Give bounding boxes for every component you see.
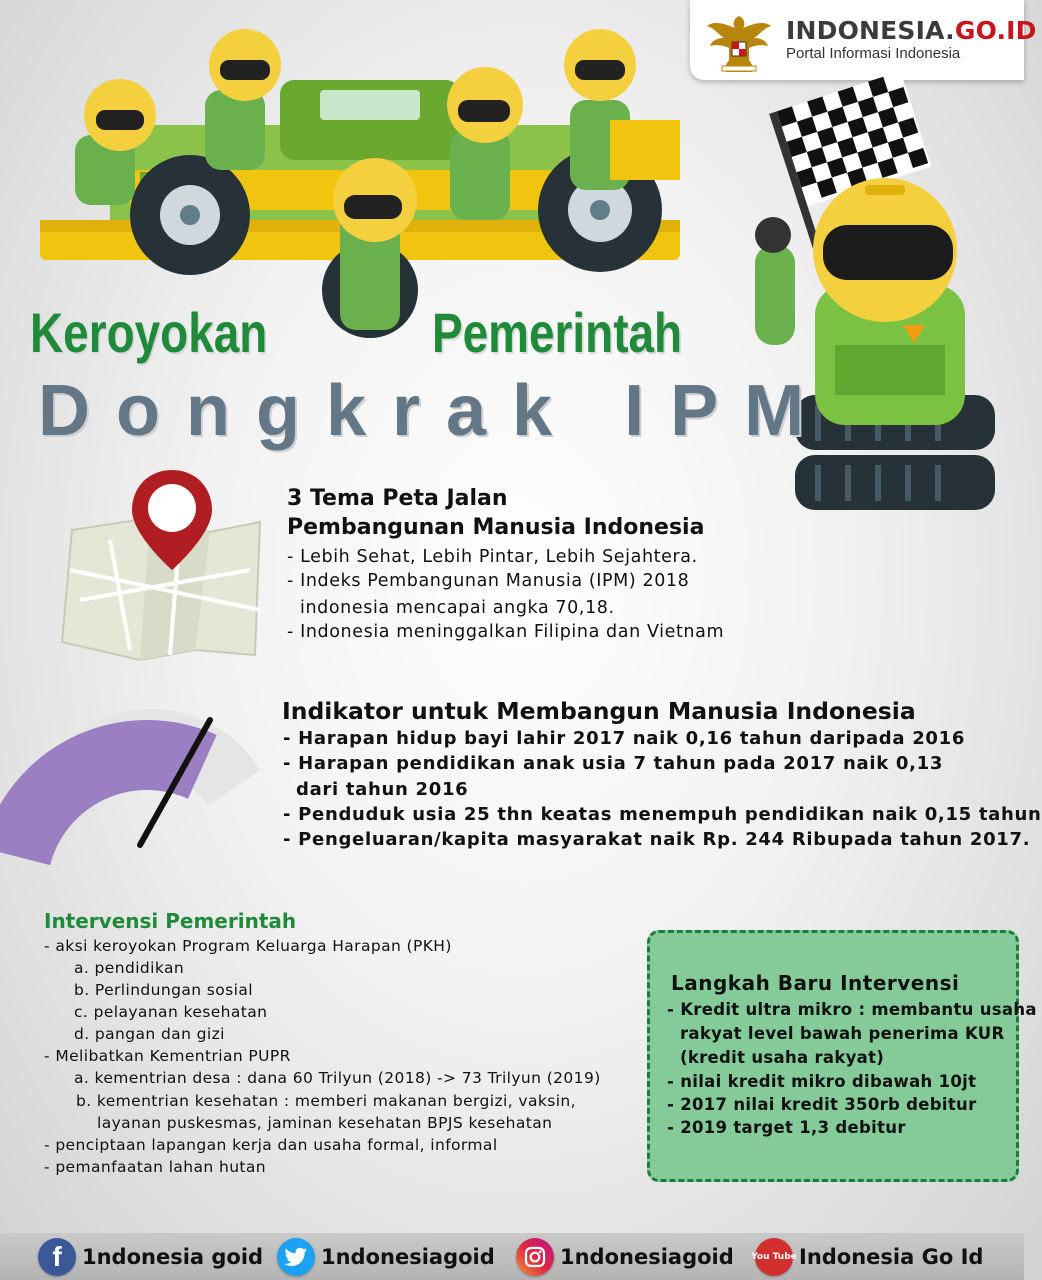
new-steps-box <box>647 930 1037 1182</box>
intervention-line: - penciptaan lapangan kerja dan usaha formal, informal <box>44 1136 498 1154</box>
logo-card <box>690 0 1037 80</box>
twitter-link[interactable]: 1ndonesiagoid <box>277 1237 495 1277</box>
roadmap-bullet: - Lebih Sehat, Lebih Pintar, Lebih Sejahtera. <box>287 547 698 567</box>
indicator-bullet: - Pengeluaran/kapita masyarakat naik Rp. 244 Ribupada tahun 2017. <box>283 829 1031 850</box>
youtube-icon: You Tube <box>755 1238 793 1276</box>
flag-racer-illustration <box>735 85 1005 545</box>
intervention-line: - aksi keroyokan Program Keluarga Harapan (PKH) <box>44 937 452 955</box>
roadmap-bullet: - Indeks Pembangunan Manusia (IPM) 2018 <box>287 571 690 591</box>
site-tagline: Portal Informasi Indonesia <box>786 45 961 62</box>
roadmap-bullet: indonesia mencapai angka 70,18. <box>300 598 615 618</box>
new-steps-line: rakyat level bawah penerima KUR <box>680 1024 1005 1043</box>
indicator-bullet: - Harapan hidup bayi lahir 2017 naik 0,16 tahun daripada 2016 <box>283 728 966 749</box>
gauge-icon <box>30 710 265 850</box>
intervention-line: layanan puskesmas, jaminan kesehatan BPJS kesehatan <box>97 1114 553 1132</box>
site-name[interactable]: INDONESIA.GO.ID <box>786 16 1037 45</box>
new-steps-line: - 2017 nilai kredit 350rb debitur <box>667 1095 977 1114</box>
intervention-line: d. pangan dan gizi <box>74 1025 225 1043</box>
indicator-bullet: - Harapan pendidikan anak usia 7 tahun pada 2017 naik 0,13 <box>283 753 944 774</box>
intervention-line: b. kementrian kesehatan : memberi makanan bergizi, vaksin, <box>76 1092 576 1110</box>
pit-crew-illustration <box>30 20 690 340</box>
new-steps-title: Langkah Baru Intervensi <box>671 971 960 995</box>
new-steps-line: - nilai kredit mikro dibawah 10jt <box>667 1072 977 1091</box>
instagram-icon <box>516 1238 554 1276</box>
gauge-fill <box>0 720 217 865</box>
indicator-bullet: dari tahun 2016 <box>296 779 469 800</box>
headline-pemerintah: Pemerintah <box>432 301 683 364</box>
twitter-icon <box>277 1238 315 1276</box>
intervention-line: b. Perlindungan sosial <box>74 981 253 999</box>
social-footer <box>0 1233 1024 1280</box>
facebook-icon: f <box>38 1238 76 1276</box>
intervention-line: - pemanfaatan lahan hutan <box>44 1158 267 1176</box>
intervention-line: c. pelayanan kesehatan <box>74 1003 268 1021</box>
youtube-link[interactable]: You Tube Indonesia Go Id <box>755 1237 983 1277</box>
intervention-line: - Melibatkan Kementrian PUPR <box>44 1047 291 1065</box>
instagram-link[interactable]: 1ndonesiagoid <box>516 1237 734 1277</box>
indicators-title: Indikator untuk Membangun Manusia Indonesia <box>282 697 916 725</box>
roadmap-bullet: - Indonesia meninggalkan Filipina dan Vietnam <box>287 622 725 642</box>
map-pin-icon <box>60 470 265 660</box>
new-steps-line: (kredit usaha rakyat) <box>680 1048 885 1067</box>
intervention-line: a. pendidikan <box>74 959 185 977</box>
garuda-emblem-icon <box>704 8 774 74</box>
facebook-link[interactable]: f 1ndonesia goid <box>38 1237 263 1277</box>
new-steps-line: - 2019 target 1,3 debitur <box>667 1118 906 1137</box>
new-steps-line: - Kredit ultra mikro : membantu usaha <box>667 1000 1037 1019</box>
headline-keroyokan: Keroyokan <box>30 301 268 364</box>
intervention-title: Intervensi Pemerintah <box>44 909 297 933</box>
intervention-line: a. kementrian desa : dana 60 Trilyun (2018) -> 73 Trilyun (2019) <box>74 1069 601 1087</box>
roadmap-title: 3 Tema Peta Jalan Pembangunan Manusia Indonesia <box>287 486 705 540</box>
headline-dongkrak-ipm: Dongkrak IPM <box>38 371 831 451</box>
indicator-bullet: - Penduduk usia 25 thn keatas menempuh pendidikan naik 0,15 tahun <box>283 804 1042 825</box>
